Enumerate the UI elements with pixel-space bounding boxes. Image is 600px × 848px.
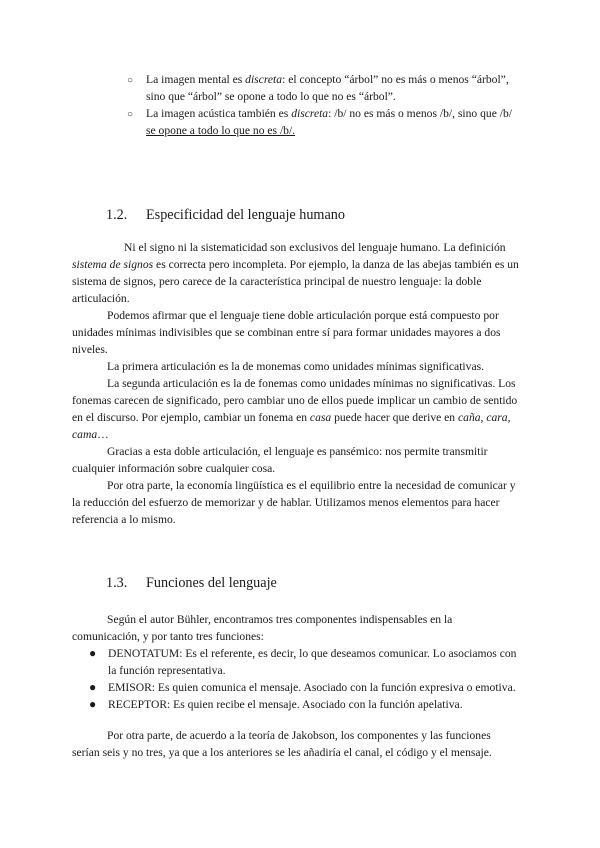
section-number: 1.3. [106, 575, 128, 591]
list-item-emisor: EMISOR: Es quien comunica el mensaje. Asociado con la función expresiva o emotiva. [108, 681, 516, 694]
paragraph-first-articulation: La primera articulación es la de monemas como unidades mínimas significativas. [107, 360, 485, 373]
bullet-dot-icon: ● [89, 697, 97, 711]
section-heading-1-3 [106, 574, 277, 592]
sub-bullet-1-line-1: La imagen mental es discreta: el concepto “árbol” no es más o menos “árbol”, [146, 73, 509, 86]
list-item-denotatum-cont: la función representativa. [108, 664, 226, 677]
list-item-denotatum: DENOTATUM: Es el referente, es decir, lo que deseamos comunicar. Lo asociamos con [108, 647, 517, 660]
bullet-dot-icon: ● [89, 680, 97, 694]
sub-bullet-2-line-1: La imagen acústica también es discreta: /b/ no es más o menos /b/, sino que /b/ [146, 107, 512, 120]
section-title: Especificidad del lenguaje humano [146, 207, 345, 223]
section-number: 1.2. [106, 207, 128, 223]
sub-bullet-1-line-2: sino que “árbol” se opone a todo lo que no es “árbol”. [146, 90, 396, 103]
sub-bullet-2-line-2: se opone a todo lo que no es /b/. [146, 124, 296, 137]
bullet-dot-icon: ● [89, 646, 97, 660]
section-heading-1-2 [106, 206, 345, 224]
list-item-receptor: RECEPTOR: Es quien recibe el mensaje. Asociado con la función apelativa. [108, 698, 463, 711]
document-page: ○ La imagen mental es discreta: el concepto “árbol” no es más o menos “árbol”, sino que “árbol” se opone a todo lo que no es “árbol”. ○ La imagen acústica también es discreta: /b/ no es más o menos /b/, sino que /b/ se opone a todo lo que no es /b/. 1.2. Especificidad del lenguaje humano Ni el signo ni la sistematicidad son exclusivos del lenguaje humano. La definición sistema de signos es correcta pero incompleta. Por ejemplo, la danza de las abejas también es un sistema de signos, pero carece de la característica principal de nuestro lenguaje: la doble articulación. Podemos afirmar que el lenguaje tiene doble articulación porque está compuesto por unidades mínimas indivisibles que se combinan entre sí para formar unidades mayores a dos niveles. La primera articulación es la de monemas como unidades mínimas significativas. La segunda articulación es la de fonemas como unidades mínimas no significativas. Los fonemas carecen de significado, pero cambiar uno de ellos puede implicar un cambio de sentido en el discurso. Por ejemplo, cambiar un fonema en casa puede hacer que derive en caña, cara, cama… Gracias a esta doble articulación, el lenguaje es pansémico: nos permite transmitir cualquier información sobre cualquier cosa. Por otra parte, la economía lingüística es el equilibrio entre la necesidad de comunicar y la reducción del esfuerzo de memorizar y de hablar. Utilizamos menos elementos para hacer referencia a lo mismo. 1.3. Funciones del lenguaje Según el autor Bühler, encontramos tres componentes indispensables en la comunicación, y por tanto tres funciones: ● DENOTATUM: Es el referente, es decir, lo que deseamos comunicar. Lo asociamos con la función representativa. ● EMISOR: Es quien comunica el mensaje. Asociado con la función expresiva o emotiva. ● RECEPTOR: Es quien recibe el mensaje. Asociado con la función apelativa. Por otra parte, de acuerdo a la teoría de Jakobson, los componentes y las funciones serían seis y no tres, ya que a los anteriores se les añadiría el canal, el código y el mensaje. [72, 73, 519, 759]
hollow-bullet-icon: ○ [127, 75, 134, 86]
hollow-bullet-icon: ○ [127, 109, 134, 120]
section-title: Funciones del lenguaje [146, 575, 277, 591]
